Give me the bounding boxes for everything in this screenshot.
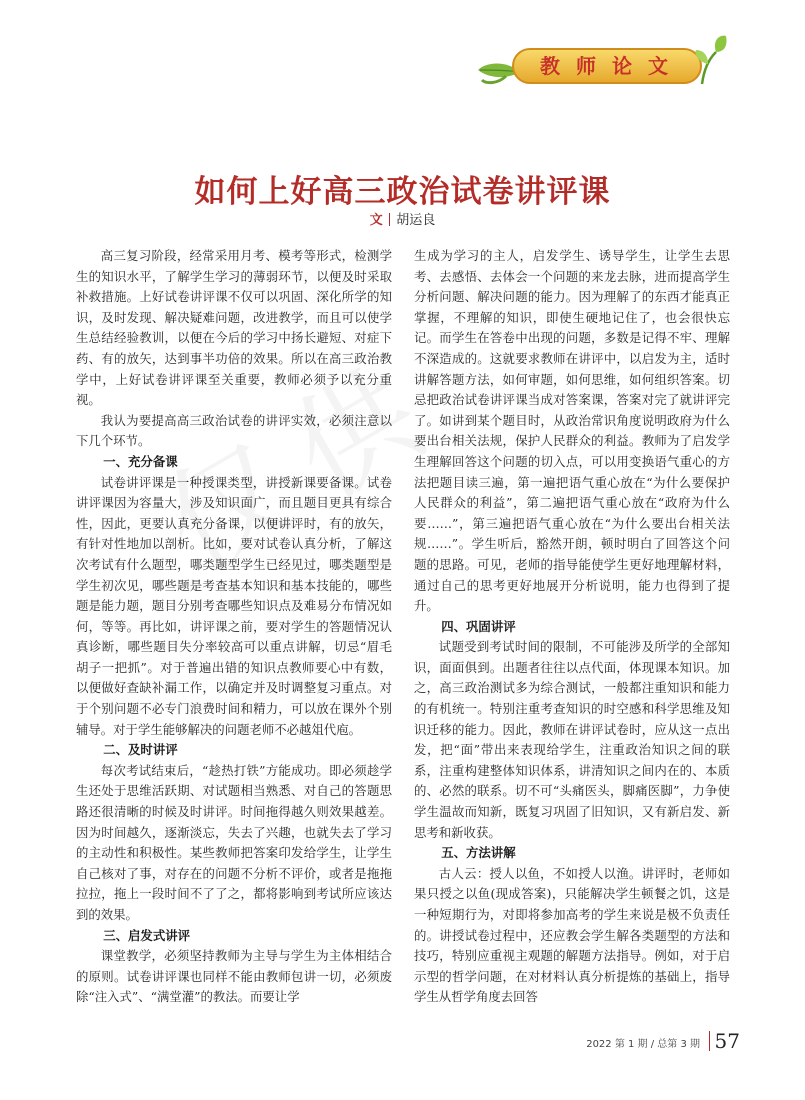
issue-info: 2022 第 1 期 / 总第 3 期 xyxy=(586,1039,700,1050)
paragraph: 古人云：授人以鱼，不如授人以渔。讲评时，老师如果只授之以鱼(现成答案)，只能解决学生顿餐之饥，这是一种短期行为，对即将参加高考的学生来说是极不负责任的。讲授试卷过程中，还应教会学生解各类题型的方法和技巧，特别应重视主观题的解题方法指导。例如，对于启示型的哲学问题，在对材料认真分析提炼的基础上，指导学生从哲学角度去回答 xyxy=(414,865,730,1005)
paragraph: 课堂教学，必须坚持教师为主导与学生为主体相结合的原则。试卷讲评课也同样不能由教师包讲一切，必须废除“注入式”、“满堂灌”的教法。而要让学 xyxy=(76,948,392,1005)
byline-divider xyxy=(389,213,391,226)
sprout-leaf-icon xyxy=(694,34,728,90)
article-title: 如何上好高三政治试卷讲评课 xyxy=(194,173,611,210)
right-column xyxy=(414,246,730,1046)
paragraph: 每次考试结束后，“趁热打铁”方能成功。即必须趁学生还处于思维活跃期、对试题相当熟悉、对自己的答题思路还很清晰的时候及时讲评。时间拖得越久则效果越差。因为时间越久，逐渐淡忘，失去了兴趣，也就失去了学习的主动性和积极性。某些教师把答案印发给学生，让学生自己核对了事，对存在的问题不分析不评价，或者是拖拖拉拉，拖上一段时间不了了之，都将影响到考试所应该达到的效果。 xyxy=(76,762,392,922)
section-heading: 五、方法讲解 xyxy=(441,845,516,861)
paragraph: 试题受到考试时间的限制，不可能涉及所学的全部知识，面面俱到。出题者往往以点代面，体现课本知识。加之，高三政治测试多为综合测试，一般都注重知识和能力的有机统一。特别注重考查知识的时空感和科学思维及知识迁移的能力。因此，教师在讲评试卷时，应从这一点出发，把“面”带出来表现给学生，注重政治知识之间的联系，注重构建整体知识体系，讲清知识之间内在的、本质的、必然的联系。切不可“头痛医头，脚痛医脚”，力争使学生温故而知新，既复习巩固了旧知识，又有新启发、新思考和新收获。 xyxy=(414,639,730,840)
byline-prefix: 文 xyxy=(369,213,383,228)
author-name: 胡运良 xyxy=(396,213,436,228)
paragraph-continued: 生成为学习的主人，启发学生、诱导学生，让学生去思考、去感悟、去体会一个问题的来龙去脉，进而提高学生分析问题、解决问题的能力。因为理解了的东西才能真正掌握，不理解的知识，即使生硬地记住了，也会很快忘记。而学生在答卷中出现的问题，多数是记得不牢、理解不深造成的。这就要求教师在讲评中，以启发为主，适时讲解答题方法，如何审题，如何思维，如何组织答案。切忌把政治试卷讲评课当成对答案课，答案对完了就讲评完了。如讲到某个题目时，从政治常识角度说明政府为什么要出台相关法规，保护人民群众的利益。教师为了启发学生理解回答这个问题的切入点，可以用变换语气重心的方法把题目读三遍，第一遍把语气重心放在“为什么要保护人民群众的利益”，第二遍把语气重心放在“政府为什么要……”，第三遍把语气重心放在“为什么要出台相关法规……”。学生听后，豁然开朗，顿时明白了回答这个问题的思路。可见，老师的指导能使学生更好地理解材料，通过自己的思考更好地展开分析说明，能力也得到了提升。 xyxy=(414,248,730,614)
section-heading: 三、启发式讲评 xyxy=(103,927,190,943)
page-number: 57 xyxy=(714,1029,740,1053)
paragraph: 我认为要提高高三政治试卷的讲评实效，必须注意以下几个环节。 xyxy=(76,412,392,449)
byline xyxy=(0,209,805,228)
section-heading: 一、充分备课 xyxy=(103,453,178,469)
page-footer xyxy=(540,1030,740,1054)
paragraph: 高三复习阶段，经常采用月考、模考等形式，检测学生的知识水平，了解学生学习的薄弱环节，以便及时采取补救措施。上好试卷讲评课不仅可以巩固、深化所学的知识，及时发现、解决疑难问题，改进教学，而且可以使学生总结经验教训，以便在今后的学习中扬长避短、对症下药、有的放矢，达到事半功倍的效果。所以在高三政治教学中，上好试卷讲评课至关重要，教师必须予以充分重视。 xyxy=(76,248,392,408)
section-heading: 四、巩固讲评 xyxy=(441,618,516,634)
left-column xyxy=(76,246,392,1046)
section-label: 教师论文 xyxy=(540,54,684,78)
section-badge xyxy=(498,44,720,92)
footer-divider xyxy=(709,1031,711,1051)
section-heading: 二、及时讲评 xyxy=(103,742,178,758)
paragraph: 试卷讲评课是一种授课类型，讲授新课要备课。试卷讲评课因为容量大，涉及知识面广，而且题目更具有综合性，因此，更要认真充分备课，以便讲评时，有的放矢，有针对性地加以剖析。比如，要对试卷认真分析，了解这次考试有什么题型，哪类题型学生已经见过，哪类题型是学生初次见，哪些题是考查基本知识和基本技能的，哪些题是能力题，题目分别考查哪些知识点及难易分布情况如何，等等。再比如，讲评课之前，要对学生的答题情况认真诊断，哪些题目失分率较高可以重点讲解，切忌“眉毛胡子一把抓”。对于普遍出错的知识点教师要心中有数，以便做好查缺补漏工作，以确定并及时调整复习重点。对于个别问题不必专门浪费时间和精力，可以放在课外个别辅导。对于学生能够解决的问题老师不必越俎代庖。 xyxy=(76,474,392,737)
